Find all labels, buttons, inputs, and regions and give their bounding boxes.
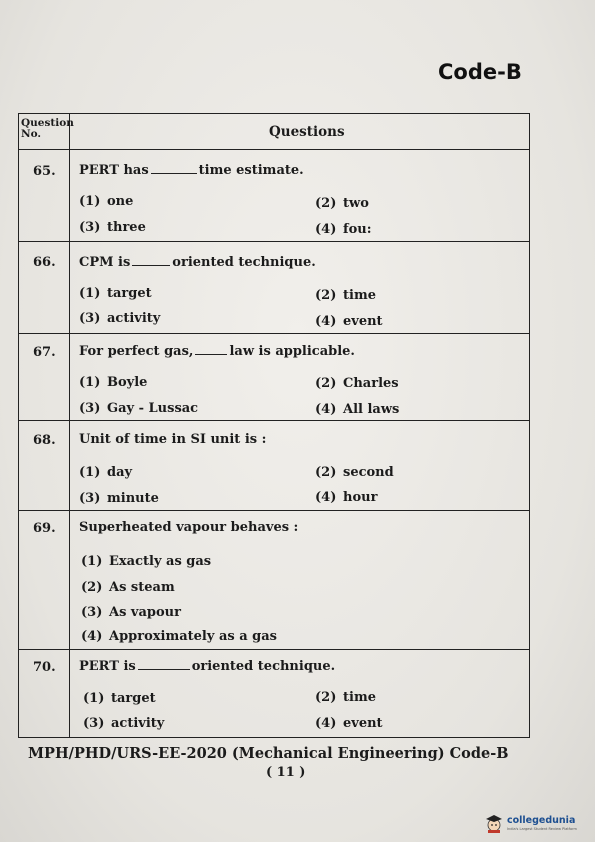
row-divider (19, 333, 529, 334)
option: (4) event (315, 716, 383, 731)
page-number: ( 11 ) (266, 765, 306, 780)
header-question-no: Question No. (21, 117, 74, 140)
questions-table (18, 113, 530, 738)
option: (3) minute (79, 491, 159, 506)
option: (4) Approximately as a gas (81, 629, 277, 644)
option: (1) target (83, 691, 156, 706)
option: (2) two (315, 196, 369, 211)
row-divider (19, 241, 529, 242)
question-number: 66. (33, 255, 56, 270)
option: (3) Gay - Lussac (79, 401, 199, 416)
question-number: 67. (33, 345, 56, 360)
question-number: 69. (33, 521, 56, 536)
option: (1) day (79, 465, 133, 480)
question-number: 65. (33, 164, 56, 179)
question-stem: For perfect gas, law is applicable. (79, 344, 355, 359)
question-stem: PERT is oriented technique. (79, 659, 336, 674)
question-stem: PERT has time estimate. (79, 163, 304, 178)
row-divider (19, 149, 529, 150)
option: (4) All laws (315, 402, 400, 417)
option: (3) As vapour (81, 605, 181, 620)
option: (1) Boyle (79, 375, 148, 390)
question-stem: Unit of time in SI unit is : (79, 432, 267, 447)
question-stem: Superheated vapour behaves : (79, 520, 299, 535)
option: (2) second (315, 465, 394, 480)
watermark (484, 813, 577, 833)
graduate-mascot-icon (484, 813, 504, 833)
watermark-tagline: India's Largest Student Review Platform (507, 826, 577, 831)
row-divider (19, 510, 529, 511)
option: (4) event (315, 314, 383, 329)
option: (2) As steam (81, 580, 175, 595)
option: (4) fou: (315, 222, 372, 237)
header-questions: Questions (269, 124, 345, 140)
question-stem: CPM is oriented technique. (79, 255, 316, 270)
option: (3) three (79, 220, 146, 235)
question-number: 68. (33, 433, 56, 448)
option: (2) time (315, 690, 376, 705)
footer-exam-title: MPH/PHD/URS-EE-2020 (Mechanical Engineering) Code-B (28, 745, 509, 762)
column-divider (69, 114, 70, 737)
row-divider (19, 420, 529, 421)
code-label: Code-B (438, 60, 522, 84)
watermark-name: collegedunia (507, 814, 576, 826)
option: (3) activity (79, 311, 161, 326)
option: (1) Exactly as gas (81, 554, 212, 569)
option: (2) time (315, 288, 376, 303)
option: (3) activity (83, 716, 165, 731)
option: (2) Charles (315, 376, 399, 391)
row-divider (19, 649, 529, 650)
option: (4) hour (315, 490, 378, 505)
question-number: 70. (33, 660, 56, 675)
option: (1) target (79, 286, 152, 301)
option: (1) one (79, 194, 134, 209)
